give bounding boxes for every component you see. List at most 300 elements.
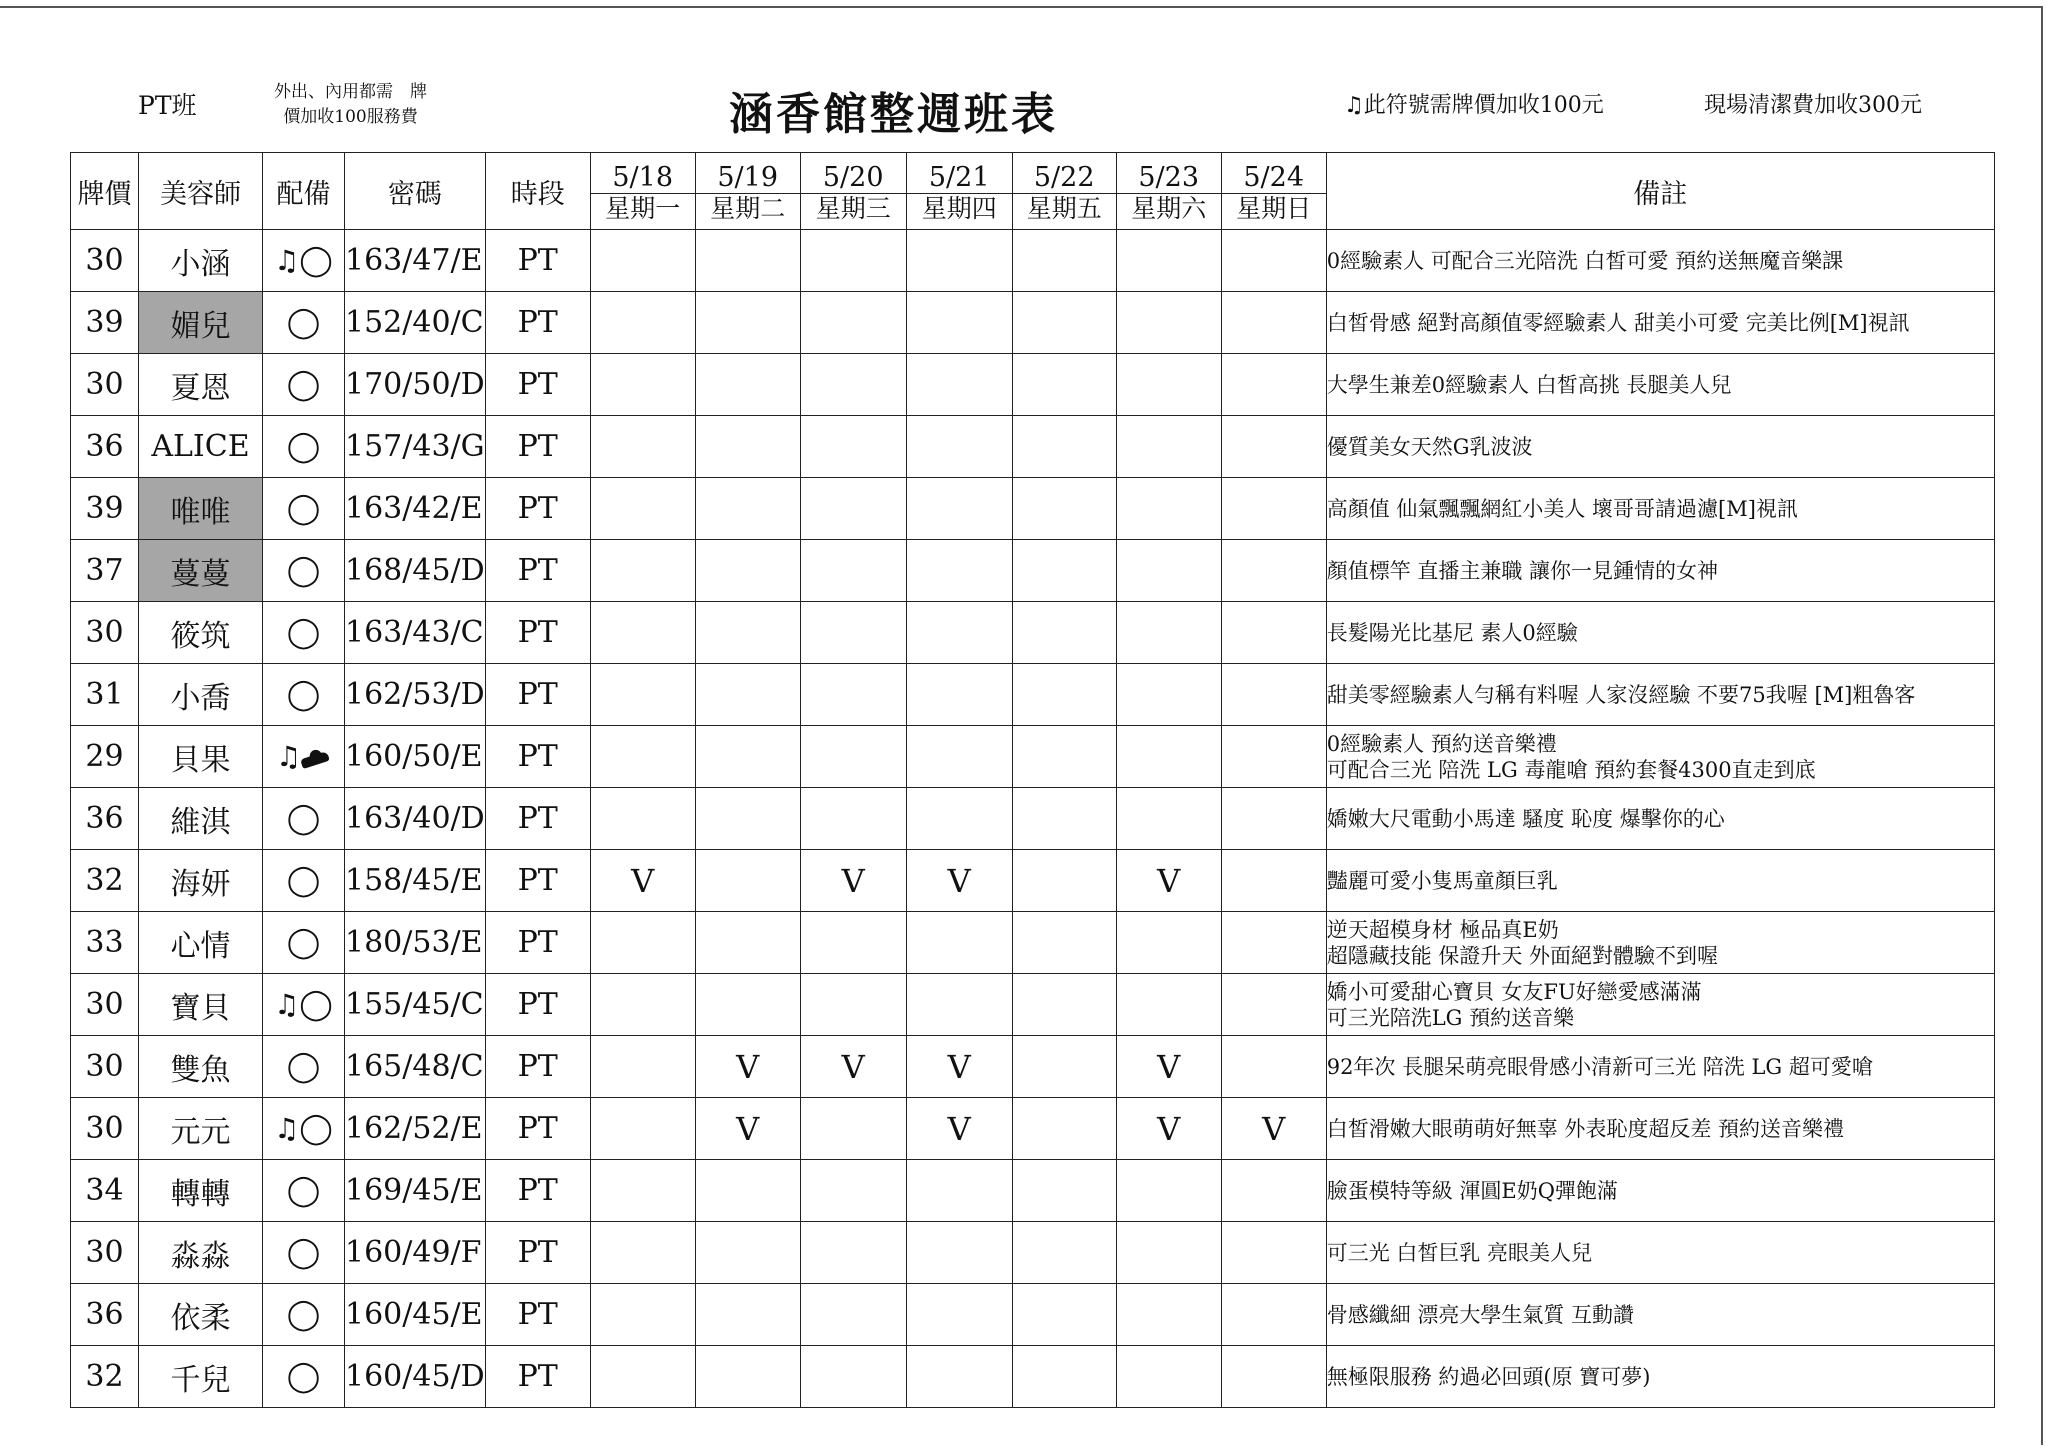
remark-cell <box>1326 230 1994 292</box>
day-mark-cell: V <box>695 1036 800 1098</box>
day-mark-cell <box>590 1160 695 1222</box>
remark-cell <box>1326 726 1994 788</box>
day-mark-cell <box>695 1284 800 1346</box>
table-row <box>71 664 1995 726</box>
day-mark-cell <box>1012 1036 1116 1098</box>
day-mark-cell <box>906 478 1012 540</box>
col-header-slot: 時段 <box>485 153 590 230</box>
stylist-name: 媚兒 <box>139 292 263 354</box>
time-slot-cell: PT <box>485 230 590 292</box>
class-label: PT班 <box>138 91 197 120</box>
music-note-icon: ♫ <box>274 988 300 1021</box>
day-mark-cell <box>590 1346 695 1408</box>
day-mark-cell: V <box>1221 1098 1326 1160</box>
price-cell: 34 <box>71 1160 139 1222</box>
day-mark-cell <box>1116 912 1221 974</box>
day-mark-cell <box>1221 354 1326 416</box>
equipment-cell <box>263 602 345 664</box>
table-row <box>71 788 1995 850</box>
code-cell: 163/40/D <box>345 788 486 850</box>
col-header-code: 密碼 <box>345 153 486 230</box>
stylist-name: 海妍 <box>139 850 263 912</box>
day-mark-cell <box>590 1284 695 1346</box>
day-mark-cell <box>1116 354 1221 416</box>
time-slot-cell: PT <box>485 478 590 540</box>
day-mark-cell <box>800 1222 906 1284</box>
remark-line: 超隱藏技能 保證升天 外面絕對體驗不到喔 <box>1326 943 1719 968</box>
day-mark-cell <box>906 1160 1012 1222</box>
table-row <box>71 230 1995 292</box>
table-row <box>71 1098 1995 1160</box>
equipment-cell <box>263 416 345 478</box>
day-mark-cell <box>695 726 800 788</box>
day-mark-cell <box>1012 354 1116 416</box>
remark-cell <box>1326 1098 1994 1160</box>
circle-icon: ◯ <box>286 1173 321 1208</box>
remark-line: 無極限服務 約過必回頭(原 寶可夢) <box>1326 1364 1651 1389</box>
col-header-date: 5/20 <box>800 153 906 194</box>
col-header-date: 5/23 <box>1116 153 1221 194</box>
day-mark-cell <box>695 1346 800 1408</box>
time-slot-cell: PT <box>485 726 590 788</box>
day-mark-cell <box>1116 602 1221 664</box>
remark-cell <box>1326 788 1994 850</box>
day-mark-cell <box>1012 292 1116 354</box>
day-mark-cell <box>1221 974 1326 1036</box>
time-slot-cell: PT <box>485 1098 590 1160</box>
time-slot-cell: PT <box>485 1284 590 1346</box>
day-mark-cell <box>1221 788 1326 850</box>
day-mark-cell <box>1012 788 1116 850</box>
day-mark-cell <box>590 602 695 664</box>
remark-line: 優質美女天然G乳波波 <box>1326 434 1533 459</box>
equipment-cell <box>263 540 345 602</box>
day-mark-cell <box>590 726 695 788</box>
code-cell: 160/50/E <box>345 726 486 788</box>
day-mark-cell <box>1012 540 1116 602</box>
code-cell: 157/43/G <box>345 416 486 478</box>
table-row <box>71 354 1995 416</box>
remark-line: 白皙滑嫩大眼萌萌好無辜 外表恥度超反差 預約送音樂禮 <box>1326 1116 1845 1141</box>
price-cell: 36 <box>71 1284 139 1346</box>
service-fee-note <box>274 80 427 130</box>
day-mark-cell <box>695 1222 800 1284</box>
time-slot-cell: PT <box>485 850 590 912</box>
day-mark-cell <box>590 1222 695 1284</box>
day-mark-cell <box>1012 602 1116 664</box>
code-cell: 152/40/C <box>345 292 486 354</box>
remark-cell <box>1326 354 1994 416</box>
day-mark-cell <box>1012 664 1116 726</box>
table-row <box>71 850 1995 912</box>
day-mark-cell <box>1116 1222 1221 1284</box>
equipment-cell <box>263 912 345 974</box>
time-slot-cell: PT <box>485 664 590 726</box>
remark-line: 豔麗可愛小隻馬童顏巨乳 <box>1326 868 1558 893</box>
code-cell: 160/45/E <box>345 1284 486 1346</box>
day-mark-cell <box>800 602 906 664</box>
col-header-price: 牌價 <box>71 153 139 230</box>
equipment-cell <box>263 1222 345 1284</box>
equipment-cell <box>263 1160 345 1222</box>
price-cell: 36 <box>71 788 139 850</box>
day-mark-cell <box>695 974 800 1036</box>
stylist-name: 維淇 <box>139 788 263 850</box>
circle-icon: ◯ <box>286 863 321 898</box>
circle-icon: ◯ <box>299 987 333 1022</box>
music-note-icon: ♫ <box>275 740 302 773</box>
circle-icon: ◯ <box>286 801 321 836</box>
day-mark-cell <box>1221 1222 1326 1284</box>
day-mark-cell <box>906 726 1012 788</box>
code-cell: 160/49/F <box>345 1222 486 1284</box>
stylist-name: 雙魚 <box>139 1036 263 1098</box>
price-cell: 32 <box>71 850 139 912</box>
table-row <box>71 292 1995 354</box>
price-cell: 30 <box>71 354 139 416</box>
table-row <box>71 416 1995 478</box>
day-mark-cell <box>1012 974 1116 1036</box>
time-slot-cell: PT <box>485 292 590 354</box>
day-mark-cell: V <box>800 850 906 912</box>
time-slot-cell: PT <box>485 974 590 1036</box>
table-row <box>71 726 1995 788</box>
day-mark-cell <box>906 540 1012 602</box>
day-mark-cell <box>590 912 695 974</box>
day-mark-cell <box>590 974 695 1036</box>
time-slot-cell: PT <box>485 1222 590 1284</box>
day-mark-cell <box>590 540 695 602</box>
code-cell: 163/47/E <box>345 230 486 292</box>
remark-cell <box>1326 540 1994 602</box>
day-mark-cell <box>1012 1284 1116 1346</box>
day-mark-cell <box>695 602 800 664</box>
day-mark-cell <box>906 664 1012 726</box>
cleaning-fee-note: 現場清潔費加收300元 <box>1704 93 1922 118</box>
remark-cell <box>1326 1346 1994 1408</box>
day-mark-cell <box>906 1284 1012 1346</box>
table-row <box>71 1222 1995 1284</box>
table-row <box>71 1346 1995 1408</box>
stylist-name: 心情 <box>139 912 263 974</box>
remark-cell <box>1326 974 1994 1036</box>
day-mark-cell <box>1116 230 1221 292</box>
day-mark-cell <box>590 416 695 478</box>
day-mark-cell <box>1221 850 1326 912</box>
day-mark-cell <box>695 416 800 478</box>
day-mark-cell: V <box>1116 1036 1221 1098</box>
music-surcharge-note: ♫此符號需牌價加收100元 <box>1344 93 1604 118</box>
remark-cell <box>1326 292 1994 354</box>
remark-cell <box>1326 912 1994 974</box>
day-mark-cell <box>590 1098 695 1160</box>
day-mark-cell <box>590 478 695 540</box>
time-slot-cell: PT <box>485 416 590 478</box>
day-mark-cell <box>800 230 906 292</box>
day-mark-cell <box>695 912 800 974</box>
col-header-date: 5/22 <box>1012 153 1116 194</box>
day-mark-cell <box>1221 292 1326 354</box>
day-mark-cell <box>800 1346 906 1408</box>
day-mark-cell <box>1221 1346 1326 1408</box>
remark-cell <box>1326 1284 1994 1346</box>
day-mark-cell <box>800 974 906 1036</box>
day-mark-cell <box>1221 912 1326 974</box>
day-mark-cell <box>800 478 906 540</box>
day-mark-cell <box>1116 726 1221 788</box>
music-note-icon: ♫ <box>274 244 300 277</box>
time-slot-cell: PT <box>485 1160 590 1222</box>
price-cell: 36 <box>71 416 139 478</box>
remark-line: 可三光 白皙巨乳 亮眼美人兒 <box>1326 1240 1593 1265</box>
day-mark-cell <box>695 1160 800 1222</box>
equipment-cell <box>263 726 345 788</box>
circle-icon: ◯ <box>286 1297 321 1332</box>
price-cell: 30 <box>71 974 139 1036</box>
day-mark-cell: V <box>1116 1098 1221 1160</box>
stylist-name: 依柔 <box>139 1284 263 1346</box>
day-mark-cell <box>1012 230 1116 292</box>
table-header <box>71 153 1995 230</box>
circle-icon: ◯ <box>286 305 321 340</box>
stylist-name: 淼淼 <box>139 1222 263 1284</box>
code-cell: 165/48/C <box>345 1036 486 1098</box>
remark-cell <box>1326 850 1994 912</box>
day-mark-cell <box>906 602 1012 664</box>
day-mark-cell <box>695 292 800 354</box>
stylist-name: 唯唯 <box>139 478 263 540</box>
day-mark-cell <box>800 664 906 726</box>
col-header-weekday: 星期四 <box>906 194 1012 230</box>
remark-cell <box>1326 1160 1994 1222</box>
price-cell: 33 <box>71 912 139 974</box>
day-mark-cell <box>1221 416 1326 478</box>
day-mark-cell <box>1012 1346 1116 1408</box>
day-mark-cell <box>1221 230 1326 292</box>
equipment-cell <box>263 1284 345 1346</box>
day-mark-cell <box>800 540 906 602</box>
day-mark-cell <box>1221 540 1326 602</box>
day-mark-cell <box>1012 1098 1116 1160</box>
day-mark-cell <box>590 664 695 726</box>
time-slot-cell: PT <box>485 602 590 664</box>
day-mark-cell <box>590 230 695 292</box>
day-mark-cell <box>695 540 800 602</box>
day-mark-cell <box>1012 1160 1116 1222</box>
day-mark-cell: V <box>1116 850 1221 912</box>
code-cell: 160/45/D <box>345 1346 486 1408</box>
day-mark-cell <box>1116 292 1221 354</box>
day-mark-cell <box>800 292 906 354</box>
day-mark-cell <box>1012 416 1116 478</box>
day-mark-cell <box>1116 478 1221 540</box>
price-cell: 31 <box>71 664 139 726</box>
day-mark-cell <box>1012 1222 1116 1284</box>
circle-icon: ◯ <box>286 677 321 712</box>
col-header-name: 美容師 <box>139 153 263 230</box>
day-mark-cell <box>906 1346 1012 1408</box>
price-cell: 30 <box>71 602 139 664</box>
table-row <box>71 540 1995 602</box>
day-mark-cell <box>1116 1160 1221 1222</box>
day-mark-cell <box>1221 1160 1326 1222</box>
remark-cell <box>1326 1036 1994 1098</box>
equipment-cell <box>263 1098 345 1160</box>
day-mark-cell <box>906 292 1012 354</box>
col-header-weekday: 星期六 <box>1116 194 1221 230</box>
col-header-date: 5/18 <box>590 153 695 194</box>
stylist-name: 寶貝 <box>139 974 263 1036</box>
table-row <box>71 602 1995 664</box>
remark-line: 高顏值 仙氣飄飄網紅小美人 壞哥哥請過濾[M]視訊 <box>1326 496 1798 521</box>
day-mark-cell <box>1221 726 1326 788</box>
table-row <box>71 912 1995 974</box>
day-mark-cell <box>800 726 906 788</box>
remark-line: 甜美零經驗素人勻稱有料喔 人家沒經驗 不要75我喔 [M]粗魯客 <box>1326 682 1916 707</box>
col-header-remark: 備註 <box>1326 153 1994 230</box>
col-header-weekday: 星期日 <box>1221 194 1326 230</box>
equipment-cell <box>263 292 345 354</box>
day-mark-cell: V <box>800 1036 906 1098</box>
stylist-name: 夏恩 <box>139 354 263 416</box>
remark-line: 骨感纖細 漂亮大學生氣質 互動讚 <box>1326 1302 1635 1327</box>
remark-line: 白皙骨感 絕對高顏值零經驗素人 甜美小可愛 完美比例[M]視訊 <box>1326 310 1910 335</box>
stylist-name: ALICE <box>139 416 263 478</box>
remark-line: 臉蛋模特等級 渾圓E奶Q彈飽滿 <box>1326 1178 1618 1203</box>
code-cell: 162/52/E <box>345 1098 486 1160</box>
col-header-date: 5/21 <box>906 153 1012 194</box>
stylist-name: 元元 <box>139 1098 263 1160</box>
remark-cell <box>1326 416 1994 478</box>
remark-line: 可配合三光 陪洗 LG 毒龍嗆 預約套餐4300直走到底 <box>1326 757 1816 782</box>
remark-line: 大學生兼差0經驗素人 白皙高挑 長腿美人兒 <box>1326 372 1732 397</box>
remark-line: 逆天超模身材 極品真E奶 <box>1326 917 1559 942</box>
remark-cell <box>1326 664 1994 726</box>
day-mark-cell <box>590 1036 695 1098</box>
day-mark-cell <box>800 354 906 416</box>
price-cell: 29 <box>71 726 139 788</box>
price-cell: 32 <box>71 1346 139 1408</box>
day-mark-cell <box>1012 850 1116 912</box>
table-row <box>71 1160 1995 1222</box>
day-mark-cell <box>906 416 1012 478</box>
equipment-cell <box>263 1036 345 1098</box>
equipment-cell <box>263 478 345 540</box>
day-mark-cell <box>1116 1346 1221 1408</box>
day-mark-cell <box>695 850 800 912</box>
col-header-date: 5/24 <box>1221 153 1326 194</box>
service-fee-note-line2: 價加收100服務費 <box>283 107 418 127</box>
service-fee-note-line1: 外出、內用都需 牌 <box>274 82 427 102</box>
circle-icon: ◯ <box>286 429 321 464</box>
code-cell: 170/50/D <box>345 354 486 416</box>
equipment-cell <box>263 1346 345 1408</box>
car-icon <box>301 750 331 768</box>
circle-icon: ◯ <box>286 1235 321 1270</box>
day-mark-cell <box>906 1222 1012 1284</box>
equipment-cell <box>263 230 345 292</box>
day-mark-cell <box>695 664 800 726</box>
remark-line: 長髮陽光比基尼 素人0經驗 <box>1326 620 1578 645</box>
price-cell: 39 <box>71 478 139 540</box>
code-cell: 168/45/D <box>345 540 486 602</box>
day-mark-cell <box>590 354 695 416</box>
price-cell: 39 <box>71 292 139 354</box>
price-cell: 30 <box>71 230 139 292</box>
col-header-weekday: 星期五 <box>1012 194 1116 230</box>
day-mark-cell <box>906 912 1012 974</box>
day-mark-cell <box>800 912 906 974</box>
code-cell: 169/45/E <box>345 1160 486 1222</box>
time-slot-cell: PT <box>485 912 590 974</box>
table-row <box>71 1284 1995 1346</box>
code-cell: 155/45/C <box>345 974 486 1036</box>
code-cell: 162/53/D <box>345 664 486 726</box>
remark-line: 0經驗素人 可配合三光陪洗 白皙可愛 預約送無魔音樂課 <box>1326 248 1844 273</box>
col-header-weekday: 星期二 <box>695 194 800 230</box>
remark-cell <box>1326 1222 1994 1284</box>
day-mark-cell <box>906 230 1012 292</box>
day-mark-cell: V <box>906 1098 1012 1160</box>
circle-icon: ◯ <box>286 615 321 650</box>
equipment-cell <box>263 788 345 850</box>
code-cell: 158/45/E <box>345 850 486 912</box>
col-header-weekday: 星期一 <box>590 194 695 230</box>
day-mark-cell <box>1221 1036 1326 1098</box>
day-mark-cell <box>800 1160 906 1222</box>
day-mark-cell: V <box>906 1036 1012 1098</box>
circle-icon: ◯ <box>286 925 321 960</box>
music-note-icon: ♫ <box>274 1112 300 1145</box>
day-mark-cell <box>695 478 800 540</box>
day-mark-cell <box>695 230 800 292</box>
table-body <box>71 230 1995 1408</box>
day-mark-cell <box>1116 1284 1221 1346</box>
stylist-name: 千兒 <box>139 1346 263 1408</box>
day-mark-cell <box>906 788 1012 850</box>
day-mark-cell <box>1221 1284 1326 1346</box>
equipment-cell <box>263 664 345 726</box>
page-title: 涵香館整週班表 <box>729 89 1058 140</box>
day-mark-cell <box>1116 974 1221 1036</box>
remark-cell <box>1326 602 1994 664</box>
day-mark-cell: V <box>695 1098 800 1160</box>
circle-icon: ◯ <box>299 1111 333 1146</box>
day-mark-cell <box>800 788 906 850</box>
day-mark-cell <box>1116 540 1221 602</box>
stylist-name: 小涵 <box>139 230 263 292</box>
day-mark-cell <box>695 788 800 850</box>
day-mark-cell <box>1221 664 1326 726</box>
circle-icon: ◯ <box>286 491 321 526</box>
day-mark-cell <box>590 788 695 850</box>
circle-icon: ◯ <box>286 1359 321 1394</box>
remark-line: 嬌小可愛甜心寶貝 女友FU好戀愛感滿滿 <box>1326 979 1702 1004</box>
circle-icon: ◯ <box>299 243 333 278</box>
stylist-name: 貝果 <box>139 726 263 788</box>
time-slot-cell: PT <box>485 540 590 602</box>
equipment-cell <box>263 974 345 1036</box>
day-mark-cell <box>800 1284 906 1346</box>
circle-icon: ◯ <box>286 553 321 588</box>
col-header-date: 5/19 <box>695 153 800 194</box>
stylist-name: 小喬 <box>139 664 263 726</box>
day-mark-cell <box>906 354 1012 416</box>
remark-cell <box>1326 478 1994 540</box>
day-mark-cell <box>1116 416 1221 478</box>
day-mark-cell <box>1221 478 1326 540</box>
circle-icon: ◯ <box>286 367 321 402</box>
